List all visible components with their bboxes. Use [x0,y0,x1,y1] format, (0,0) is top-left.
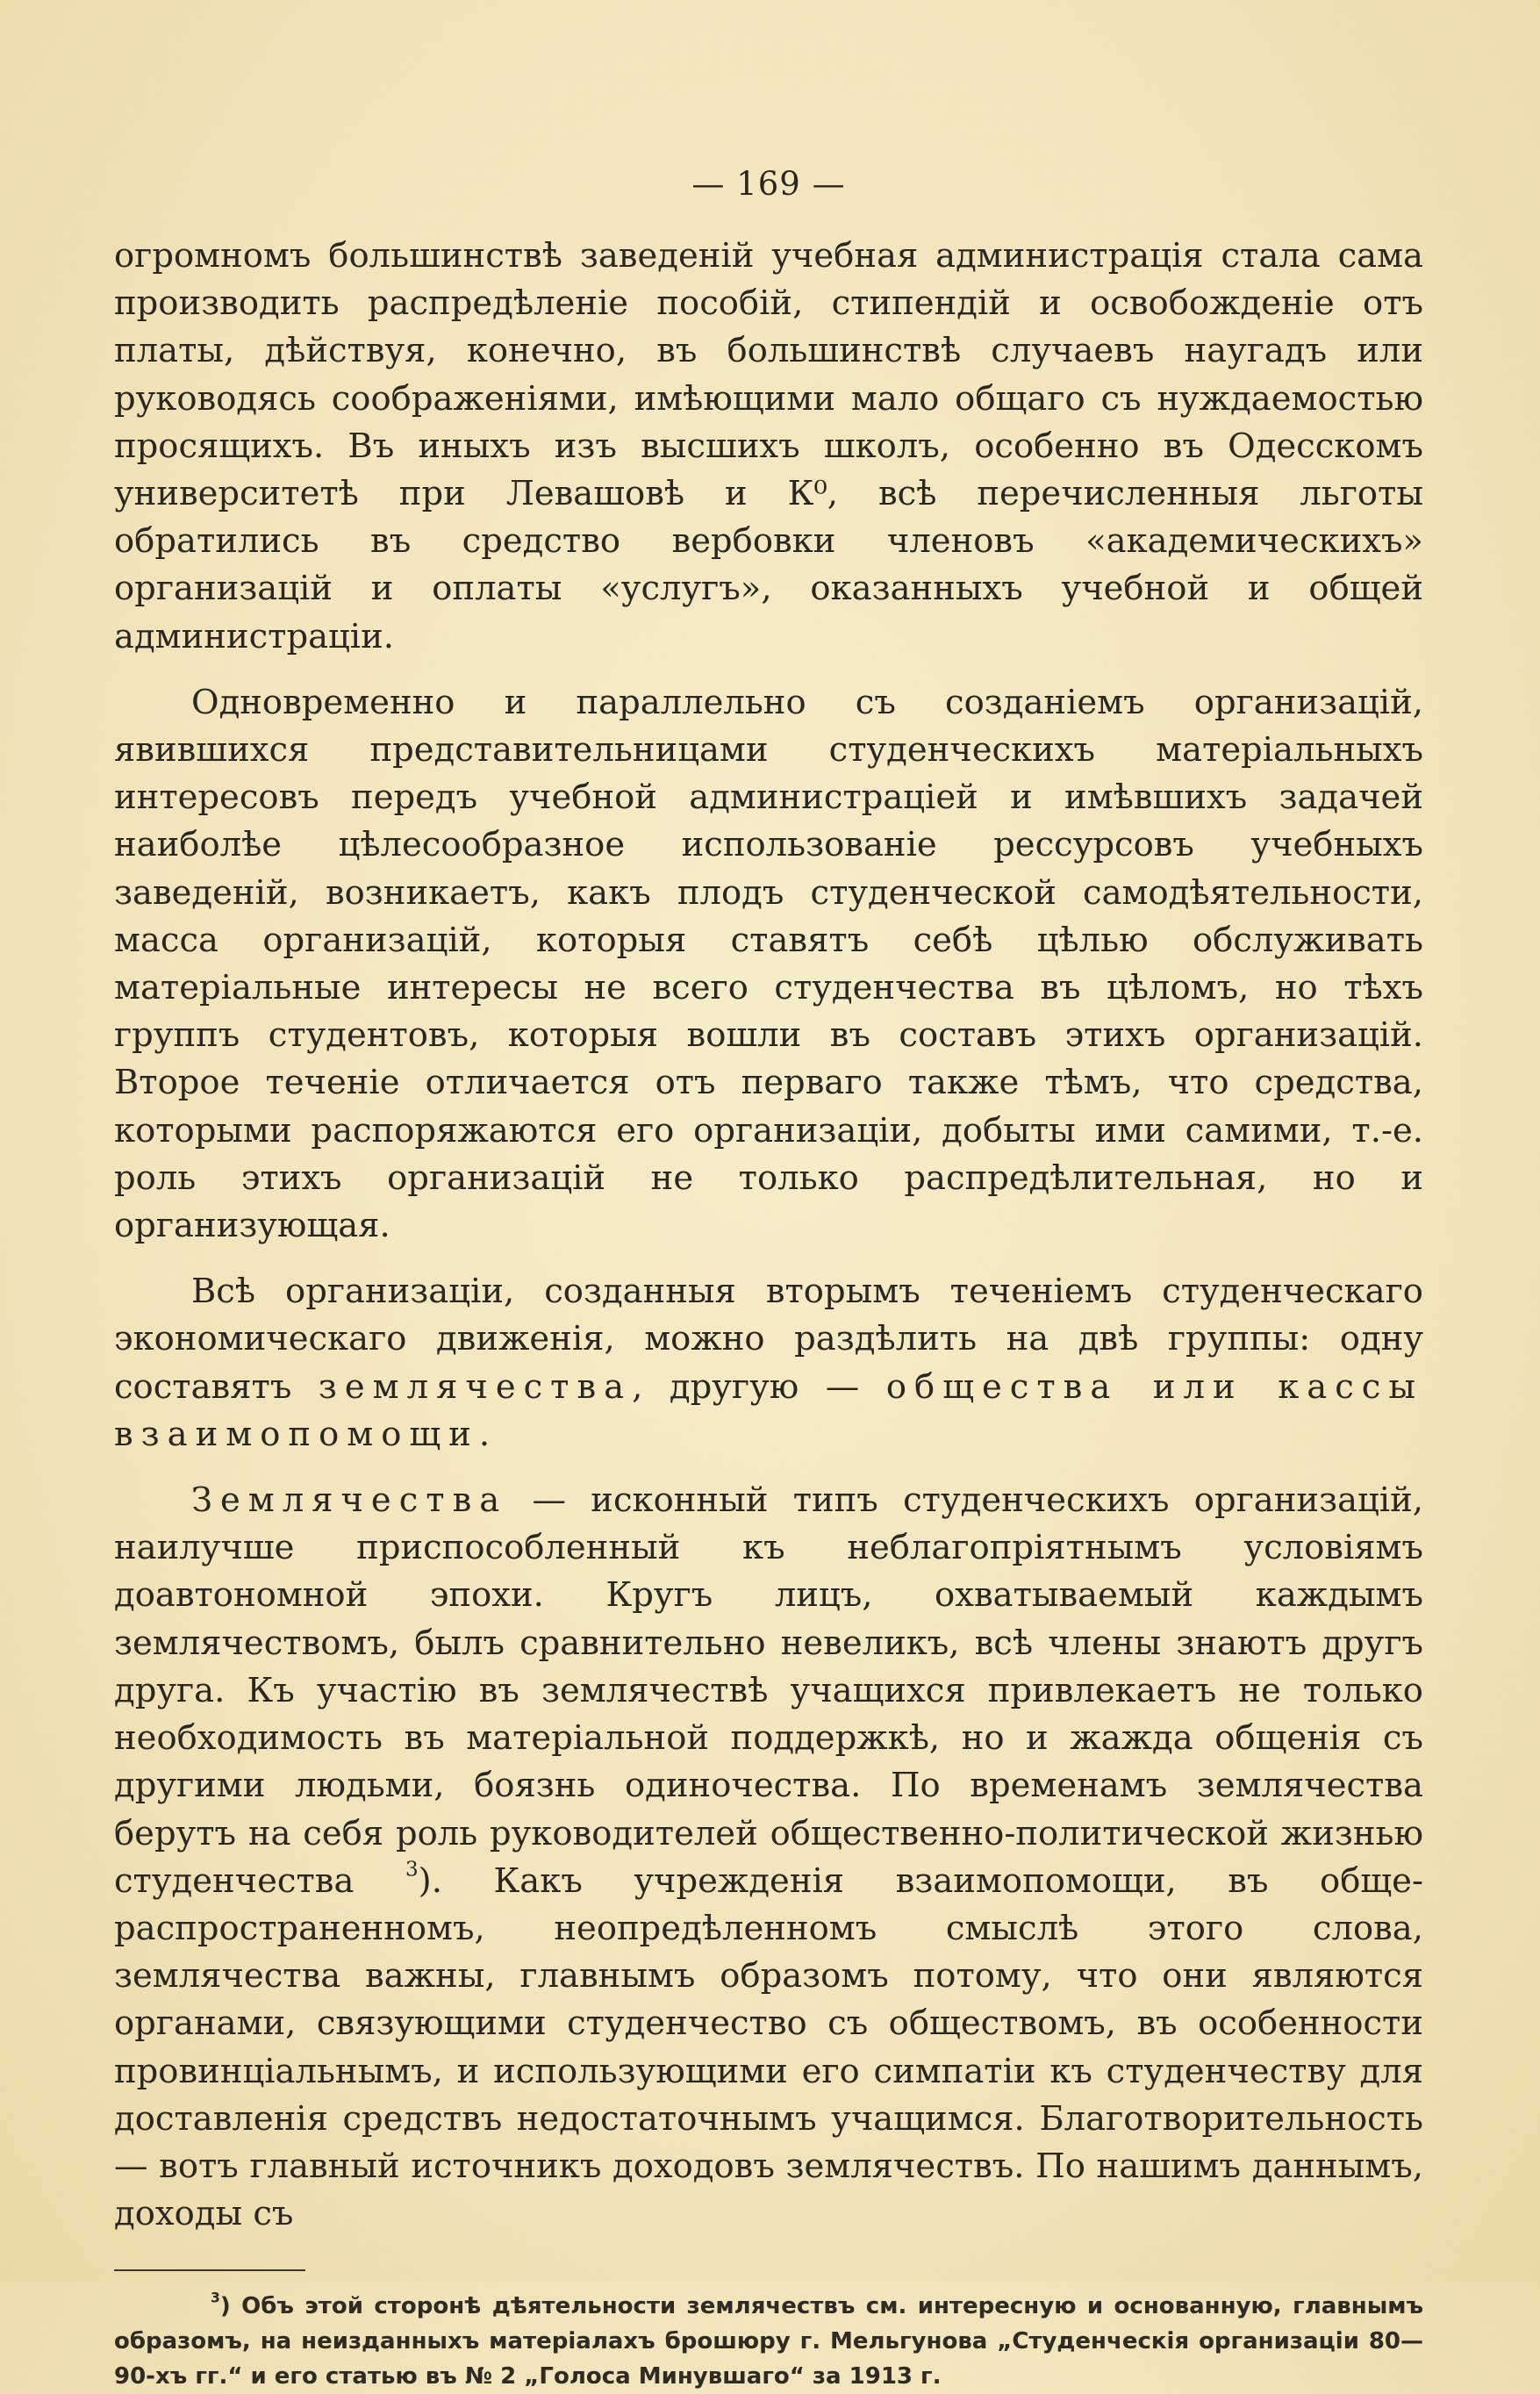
paragraph-3-text-a: Всѣ организаціи, созданныя вторымъ теченіемъ студенческаго экономическаго движенія, можно раздѣлить на двѣ группы: одну составятъ [114,1272,1423,1407]
footnote-text: ) Объ этой сторонѣ дѣятельности землячествъ см. интересную и основанную, главнымъ образомъ, на неизданныхъ матеріалахъ брошюру г. Мельгунова „Студенческія организаціи 80—90-хъ гг.“ и его статью въ № 2 „Голоса Минувшаго“ за 1913 г. [114,2293,1423,2390]
book-page [114,162,1423,2394]
paragraph-1: огромномъ большинствѣ заведеній учебная администрація стала сама производить распредѣленіе пособій, стипендій и освобожденіе отъ платы, дѣйствуя, конечно, въ большинствѣ случаевъ наугадъ или руководясь соображеніями, имѣющими мало общаго съ нуждаемостью просящихъ. Въ иныхъ изъ высшихъ школъ, особенно въ Одесскомъ университетѣ при Левашовѣ и К⁰, всѣ перечисленныя льготы обратились въ средство вербовки членовъ «академическихъ» организацій и оплаты «услугъ», оказанныхъ учебной и общей администраціи. [114,236,1423,656]
footnote [114,2289,1423,2394]
paragraph-4-text-b: — исконный типъ студенческихъ организацій, наилучше приспособленный къ неблагопріятнымъ условіямъ доавтономной эпохи. Кругъ лицъ, охватываемый каждымъ землячествомъ, былъ сравнительно невеликъ, всѣ члены знаютъ другъ друга. Къ участію въ землячествѣ учащихся привлекаетъ не только необходимость въ матеріальной поддержкѣ, но и жажда общенія съ другими людьми, боязнь одиночества. По временамъ землячества берутъ на себя роль руководителей общественно-политической жизнью студенчества [114,1480,1423,1901]
footnote-reference[interactable]: 3 [405,1858,419,1882]
footnote-marker: 3 [211,2290,220,2306]
paragraph-3-text-c: , другую — [632,1366,886,1407]
paragraph-4 [114,1477,1423,2238]
emphasis-zemlyachestva: землячества [318,1366,633,1407]
page-number: — 169 — [691,165,846,203]
emphasis-obshchestva: общества или кассы взаимопомощи [114,1366,1423,1454]
paragraph-2: Одновременно и параллельно съ созданіемъ организацій, явившихся представительницами студенческихъ матеріальныхъ интересовъ передъ учебной администраціей и имѣвшихъ задачей наиболѣе цѣлесообразное использованіе рессурсовъ учебныхъ заведеній, возникаетъ, какъ плодъ студенческой самодѣятельности, масса организацій, которыя ставятъ себѣ цѣлью обслуживать матеріальные интересы не всего студенчества въ цѣломъ, но тѣхъ группъ студентовъ, которыя вошли въ составъ этихъ организацій. Второе теченіе отличается отъ перваго также тѣмъ, что средства, которыми распоряжаются его организаціи, добыты ими самими, т.-е. роль этихъ организацій не только распредѣлительная, но и организующая. [114,682,1423,1246]
emphasis-zemlyachestva-heading: Землячества [191,1480,508,1521]
footnote-divider [114,2269,305,2271]
paragraph-3-text-e: . [478,1414,491,1454]
paragraph-3 [114,1268,1423,1459]
paragraph-4-text-c: ). Какъ учрежденія взаимопомощи, въ обще-распространенномъ, неопредѣленномъ смыслѣ этого слова, землячества важны, главнымъ образомъ потому, что они являются органами, связующими студенчество съ обществомъ, въ особенности провинціальнымъ, и использующими его симпатіи къ студенчеству для доставленія средствъ недостаточнымъ учащимся. Благотворительность — вотъ главный источникъ доходовъ землячествъ. По нашимъ даннымъ, доходы съ [114,1860,1423,2234]
